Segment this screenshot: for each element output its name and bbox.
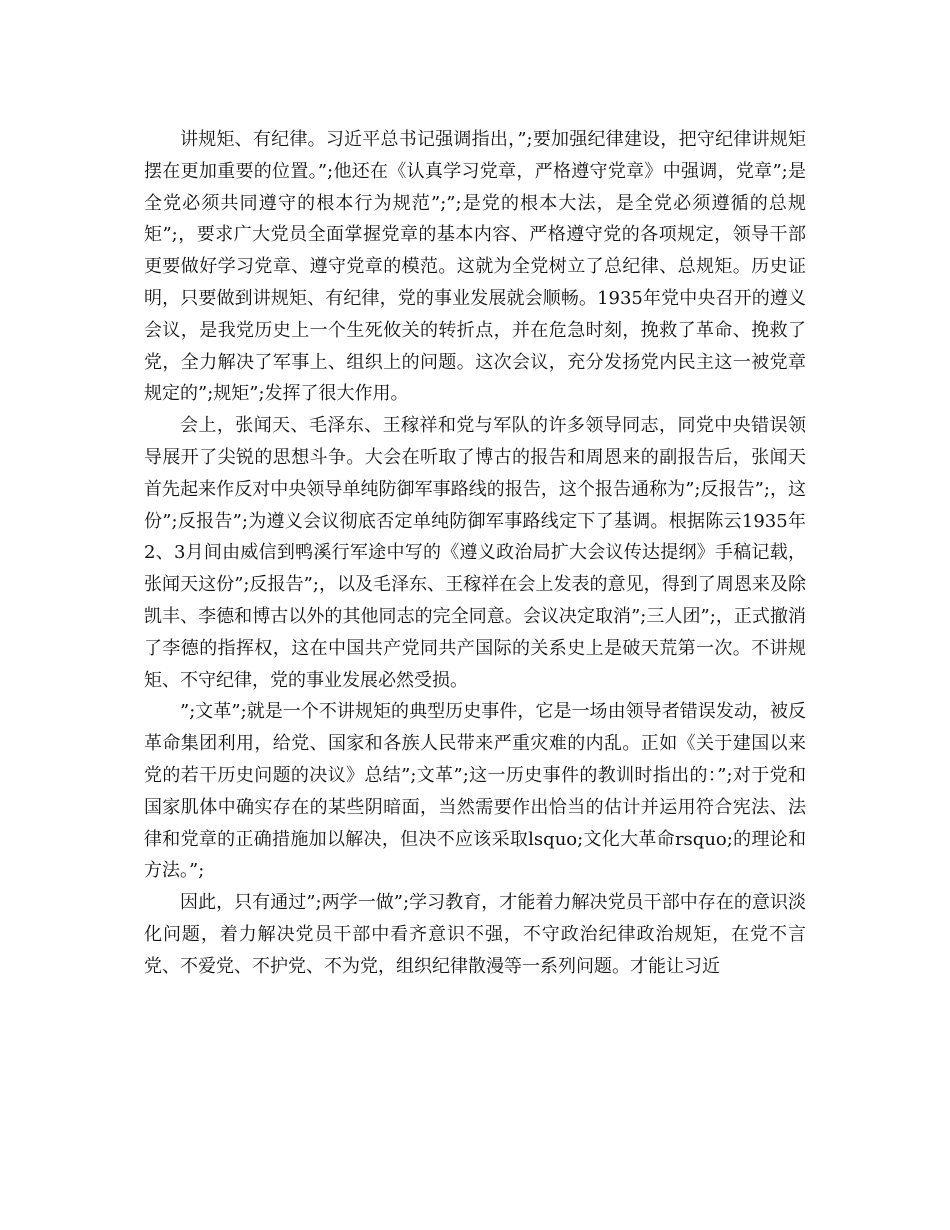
paragraph-1: 讲规矩、有纪律。习近平总书记强调指出，”;要加强纪律建设，把守纪律讲规矩摆在更加重要的位置。”;他还在《认真学习党章，严格遵守党章》中强调，党章”;是全党必须共同遵守的根本行为规范”;”;是党的根本大法，是全党必须遵循的总规矩”;，要求广大党员全面掌握党章的基本内容、严格遵守党的各项规定，领导干部更要做好学习党章、遵守党章的模范。这就为全党树立了总纪律、总规矩。历史证明，只要做到讲规矩、有纪律，党的事业发展就会顺畅。1935年党中央召开的遵义会议，是我党历史上一个生死攸关的转折点，并在危急时刻，挽救了革命、挽救了党，全力解决了军事上、组织上的问题。这次会议，充分发扬党内民主这一被党章规定的”;规矩”;发挥了很大作用。 bbox=[144, 129, 806, 405]
document-body bbox=[144, 124, 806, 983]
paragraph-2: 会上，张闻天、毛泽东、王稼祥和党与军队的许多领导同志，同党中央错误领导展开了尖锐的思想斗争。大会在听取了博古的报告和周恩来的副报告后，张闻天首先起来作反对中央领导单纯防御军事路线的报告，这个报告通称为”;反报告”;，这份”;反报告”;为遵义会议彻底否定单纯防御军事路线定下了基调。根据陈云1935年2、3月间由威信到鸭溪行军途中写的《遵义政治局扩大会议传达提纲》手稿记载，张闻天这份”;反报告”;，以及毛泽东、王稼祥在会上发表的意见，得到了周恩来及除凯丰、李德和博古以外的其他同志的完全同意。会议决定取消”;三人团”;，正式撤消了李德的指挥权，这在中国共产党同共产国际的关系史上是破天荒第一次。不讲规矩、不守纪律，党的事业发展必然受损。 bbox=[144, 415, 806, 691]
paragraph-3: ”;文革”;就是一个不讲规矩的典型历史事件，它是一场由领导者错误发动，被反革命集团利用，给党、国家和各族人民带来严重灾难的内乱。正如《关于建国以来党的若干历史问题的决议》总结”;文革”;这一历史事件的教训时指出的：”;对于党和国家肌体中确实存在的某些阴暗面，当然需要作出恰当的估计并运用符合宪法、法律和党章的正确措施加以解决，但决不应该采取lsquo;文化大革命rsquo;的理论和方法。”; bbox=[144, 701, 806, 882]
paragraph-4: 因此，只有通过”;两学一做”;学习教育，才能着力解决党员干部中存在的意识淡化问题，着力解决党员干部中看齐意识不强，不守政治纪律政治规矩，在党不言党、不爱党、不护党、不为党，组织纪律散漫等一系列问题。才能让习近 bbox=[144, 892, 806, 977]
